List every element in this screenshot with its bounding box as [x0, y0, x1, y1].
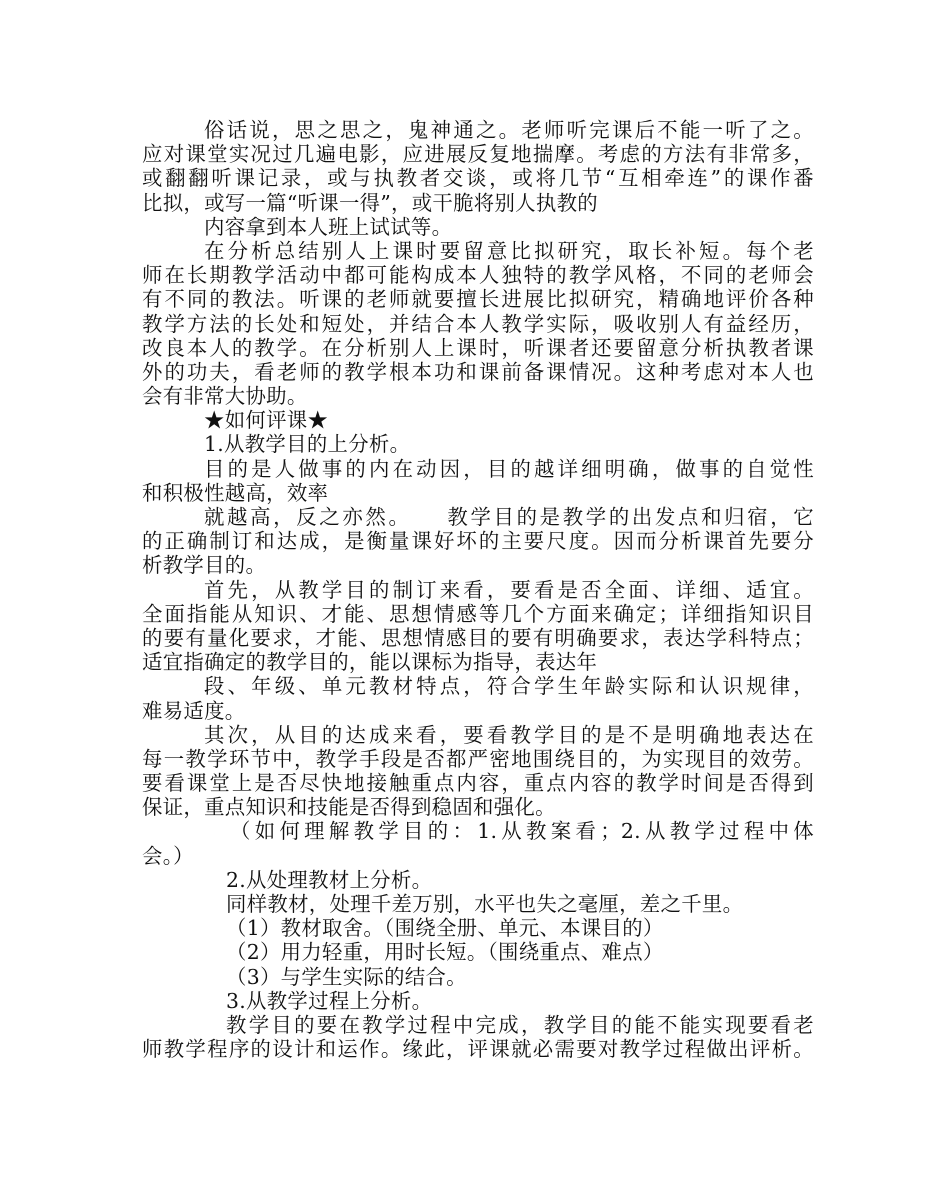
text-line: （1）教材取舍。（围绕全册、单元、本课目的）: [226, 916, 664, 941]
text-line: 的正确制订和达成，是衡量课好坏的主要尺度。因而分析课首先要分: [142, 529, 814, 554]
text-line: 和积极性越高，效率: [142, 480, 329, 505]
text-line: 适宜指确定的教学目的，能以课标为指导，表达年: [142, 650, 598, 675]
text-line: 师教学程序的设计和运作。缘此，评课就必需要对教学过程做出评析。: [142, 1037, 814, 1062]
text-line: 首先，从教学目的制订来看，要看是否全面、详细、适宜。: [204, 577, 814, 602]
text-line: 要看课堂上是否尽快地接触重点内容，重点内容的教学时间是否得到: [142, 771, 814, 796]
text-line: 俗话说，思之思之，鬼神通之。老师听完课后不能一听了之。: [204, 118, 814, 142]
text-line: 段、年级、单元教材特点，符合学生年龄实际和认识规律，: [204, 674, 814, 699]
text-line: 析教学目的。: [142, 553, 267, 578]
text-line: 改良本人的教学。在分析别人上课时，听课者还要留意分析执教者课: [142, 335, 814, 360]
text-line: 的要有量化要求，才能、思想情感目的要有明确要求，表达学科特点；: [142, 625, 814, 650]
text-line: 有不同的教法。听课的老师就要擅长进展比拟研究，精确地评价各种: [142, 287, 814, 312]
text-line: （3）与学生实际的结合。: [226, 964, 467, 989]
text-line: 每一教学环节中，教学手段是否都严密地围绕目的，为实现目的效劳。: [142, 746, 814, 771]
text-line: 外的功夫，看老师的教学根本功和课前备课情况。这种考虑对本人也: [142, 359, 814, 384]
text-line: 或翻翻听课记录，或与执教者交谈，或将几节“互相牵连”的课作番: [142, 166, 814, 191]
text-line: 2.从处理教材上分析。: [226, 867, 433, 892]
text-line: 会。）: [142, 843, 194, 868]
text-line: 其次，从目的达成来看，要看教学目的是不是明确地表达在: [204, 722, 814, 747]
text-line: 就越高，反之亦然。 教学目的是教学的出发点和归宿，它: [204, 505, 814, 529]
text-line: 保证，重点知识和技能是否得到稳固和强化。: [142, 795, 556, 820]
text-line: ★如何评课★: [204, 408, 329, 433]
text-line: 同样教材，处理千差万别，水平也失之毫厘，差之千里。: [226, 892, 744, 916]
text-line: 难易适度。: [142, 698, 246, 723]
text-line: 应对课堂实况过几遍电影，应进展反复地揣摩。考虑的方法有非常多，: [142, 142, 814, 167]
text-line: 教学目的要在教学过程中完成，教学目的能不能实现要看老: [226, 1012, 814, 1037]
text-line: 教学方法的长处和短处，并结合本人教学实际，吸收别人有益经历，: [142, 311, 814, 336]
text-line: 会有非常大协助。: [142, 384, 308, 409]
text-line: （2）用力轻重，用时长短。（围绕重点、难点）: [226, 940, 664, 965]
text-line: 比拟，或写一篇“听课一得”，或干脆将别人执教的: [142, 190, 598, 215]
text-line: 全面指能从知识、才能、思想情感等几个方面来确定；详细指知识目: [142, 601, 814, 626]
text-line: 师在长期教学活动中都可能构成本人独特的教学风格，不同的老师会: [142, 263, 814, 288]
text-line: 3.从教学过程上分析。: [226, 988, 433, 1013]
text-line: 内容拿到本人班上试试等。: [204, 214, 453, 239]
text-line: 在分析总结别人上课时要留意比拟研究，取长补短。每个老: [204, 238, 814, 263]
document-page: [142, 118, 814, 1061]
text-line: 1.从教学目的上分析。: [204, 432, 411, 457]
text-line: （如何理解教学目的：1.从教案看；2.从教学过程中体: [230, 819, 814, 844]
text-line: 目的是人做事的内在动因，目的越详细明确，做事的自觉性: [204, 456, 814, 481]
